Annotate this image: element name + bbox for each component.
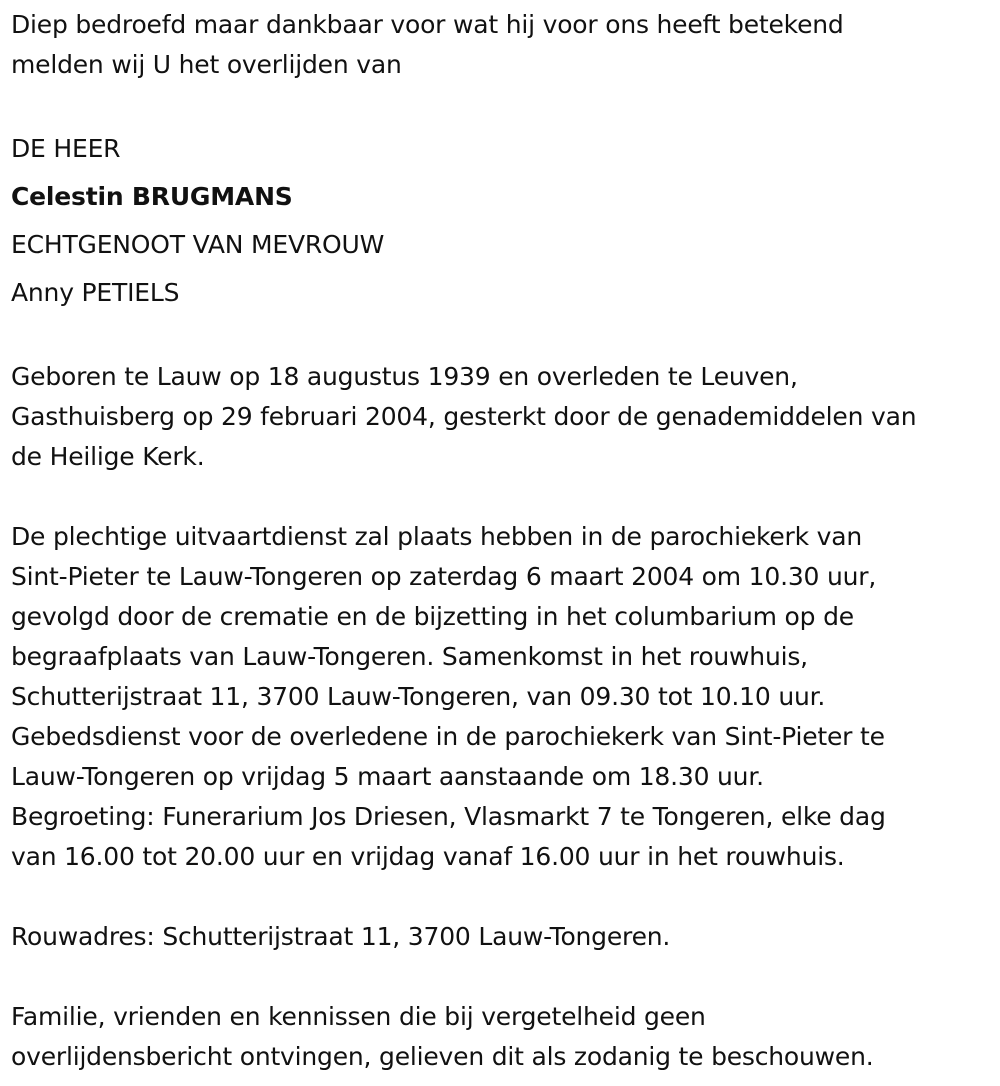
ceremony-paragraph (11, 517, 996, 877)
ceremony-line: Begroeting: Funerarium Jos Driesen, Vlasmarkt 7 te Tongeren, elke dag (11, 802, 886, 831)
birth-death-line: de Heilige Kerk. (11, 442, 205, 471)
intro-line: Diep bedroefd maar dankbaar voor wat hij voor ons heeft betekend (11, 10, 844, 39)
spacer (11, 877, 996, 917)
spacer (11, 85, 996, 125)
ceremony-line: gevolgd door de crematie en de bijzetting in het columbarium op de (11, 602, 854, 631)
intro-line: melden wij U het overlijden van (11, 50, 402, 79)
name-block (11, 125, 996, 317)
birth-death-paragraph (11, 357, 996, 477)
ceremony-line: Schutterijstraat 11, 3700 Lauw-Tongeren, van 09.30 tot 10.10 uur. (11, 682, 826, 711)
ceremony-line: Lauw-Tongeren op vrijdag 5 maart aanstaande om 18.30 uur. (11, 762, 764, 791)
address-paragraph (11, 917, 996, 957)
spacer (11, 957, 996, 997)
death-notice-document (11, 5, 996, 1077)
relation-label: ECHTGENOOT VAN MEVROUW (11, 230, 385, 259)
intro-paragraph (11, 5, 996, 85)
ceremony-line: begraafplaats van Lauw-Tongeren. Samenkomst in het rouwhuis, (11, 642, 808, 671)
mourning-address: Rouwadres: Schutterijstraat 11, 3700 Lauw-Tongeren. (11, 922, 671, 951)
closing-line: overlijdensbericht ontvingen, gelieven dit als zodanig te beschouwen. (11, 1042, 874, 1071)
ceremony-line: Gebedsdienst voor de overledene in de parochiekerk van Sint-Pieter te (11, 722, 885, 751)
ceremony-line: Sint-Pieter te Lauw-Tongeren op zaterdag 6 maart 2004 om 10.30 uur, (11, 562, 877, 591)
ceremony-line: De plechtige uitvaartdienst zal plaats hebben in de parochiekerk van (11, 522, 863, 551)
spacer (11, 477, 996, 517)
birth-death-line: Gasthuisberg op 29 februari 2004, gesterkt door de genademiddelen van (11, 402, 917, 431)
deceased-name: Celestin BRUGMANS (11, 182, 293, 211)
closing-paragraph (11, 997, 996, 1077)
spouse-name: Anny PETIELS (11, 278, 180, 307)
ceremony-line: van 16.00 tot 20.00 uur en vrijdag vanaf 16.00 uur in het rouwhuis. (11, 842, 845, 871)
birth-death-line: Geboren te Lauw op 18 augustus 1939 en overleden te Leuven, (11, 362, 798, 391)
honorific: DE HEER (11, 134, 121, 163)
spacer (11, 317, 996, 357)
closing-line: Familie, vrienden en kennissen die bij vergetelheid geen (11, 1002, 706, 1031)
